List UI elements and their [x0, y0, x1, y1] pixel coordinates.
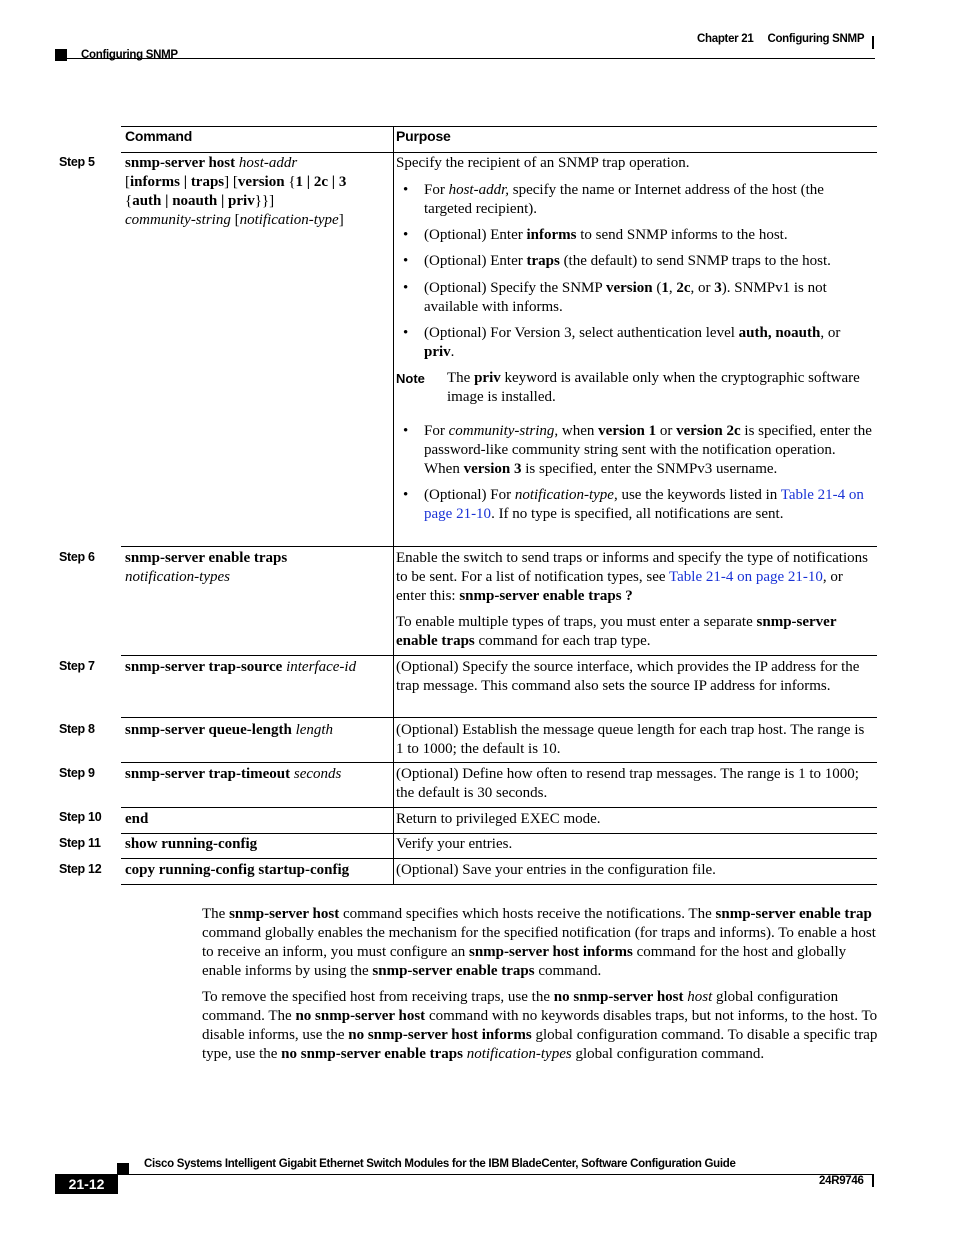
table-reference-link[interactable]: Table 21-4 on page 21-10 — [424, 487, 864, 522]
purpose-text: (Optional) Save your entries in the configuration file. — [396, 862, 716, 878]
table-reference-link[interactable]: Table 21-4 on page 21-10 — [669, 569, 823, 585]
purpose-text: Specify the recipient of an SNMP trap operation. — [396, 155, 690, 171]
note-text: The priv keyword is available only when the cryptographic software image is installed. — [447, 370, 860, 405]
footer-rule — [117, 1174, 874, 1175]
table-bottom-rule — [121, 884, 877, 885]
command-cell: snmp-server trap-source interface-id — [125, 659, 357, 675]
purpose-text: (Optional) Specify the source interface, which provides the IP address for the trap message. This command also sets the source IP address for informs. — [396, 659, 860, 694]
command-cell: snmp-server queue-length length — [125, 722, 334, 738]
command-line: notification-types — [125, 569, 230, 585]
command-cell: snmp-server trap-timeout seconds — [125, 766, 342, 782]
footer-tick — [872, 1175, 874, 1187]
step-label: Step 11 — [59, 836, 101, 850]
bullet-icon: • — [403, 487, 409, 503]
bullet-icon: • — [403, 325, 409, 341]
purpose-text: Verify your entries. — [396, 836, 513, 852]
bullet-icon: • — [403, 423, 409, 439]
purpose-text: Return to privileged EXEC mode. — [396, 811, 601, 827]
command-cell: copy running-config startup-config — [125, 862, 350, 878]
table-row-rule — [121, 717, 877, 718]
bullet-icon: • — [403, 182, 409, 198]
command-line: {auth | noauth | priv}}] — [125, 193, 275, 209]
command-line: [informs | traps] [version {1 | 2c | 3 — [125, 174, 347, 190]
command-cell: show running-config — [125, 836, 258, 852]
bullet-icon: • — [403, 280, 409, 296]
command-line: snmp-server host host-addr — [125, 155, 298, 171]
purpose-text: To enable multiple types of traps, you must enter a separate snmp-server enable traps command for each trap type. — [396, 614, 837, 649]
command-line: community-string [notification-type] — [125, 212, 344, 228]
bullet-icon: • — [403, 227, 409, 243]
chapter-title: Configuring SNMP — [767, 33, 865, 45]
table-header-rule — [121, 152, 877, 153]
footer-doc-number: 24R9746 — [819, 1175, 864, 1187]
page-number: 21-12 — [55, 1174, 118, 1194]
body-paragraph: The snmp-server host command specifies which hosts receive the notifications. The snmp-server enable trap command globally enables the mechanism for the specified notification (for traps and informs). To enable a host to receive an inform, you must configure an snmp-server host informs command for the host and globally enable informs by using the snmp-server enable traps command. — [202, 906, 876, 979]
bullet-text: (Optional) Enter informs to send SNMP informs to the host. — [424, 227, 788, 243]
step-label: Step 9 — [59, 766, 95, 780]
bullet-text: (Optional) Enter traps (the default) to send SNMP traps to the host. — [424, 253, 831, 269]
purpose-text: (Optional) Establish the message queue length for each trap host. The range is 1 to 1000; the default is 10. — [396, 722, 865, 757]
header-square — [55, 49, 67, 61]
bullet-icon: • — [403, 253, 409, 269]
running-header-chapter — [697, 33, 864, 45]
table-row-rule — [121, 762, 877, 763]
command-cell — [125, 154, 387, 230]
command-cell: end — [125, 811, 149, 827]
step-label: Step 6 — [59, 550, 95, 564]
header-tick — [872, 36, 874, 49]
step-label: Step 10 — [59, 810, 102, 824]
bullet-text: (Optional) Specify the SNMP version (1, 2c, or 3). SNMPv1 is not available with informs. — [424, 280, 827, 315]
body-paragraph: To remove the specified host from receiving traps, use the no snmp-server host host global configuration command. The no snmp-server host command with no keywords disables traps, but not informs, to the host. To disable informs, use the no snmp-server host informs global configuration command. To disable a specific trap type, use the no snmp-server enable traps notification-types global configuration command. — [202, 989, 878, 1062]
column-header-command: Command — [125, 128, 193, 144]
bullet-text: (Optional) For notification-type, use the keywords listed in Table 21-4 on page 21-10. If no type is specified, all notifications are sent. — [424, 487, 864, 522]
table-row-rule — [121, 833, 877, 834]
bullet-text: For host-addr, specify the name or Internet address of the host (the targeted recipient). — [424, 182, 824, 217]
note-label: Note — [396, 371, 425, 386]
bullet-text: (Optional) For Version 3, select authentication level auth, noauth, or priv. — [424, 325, 841, 360]
step-label: Step 12 — [59, 862, 102, 876]
command-line: snmp-server enable traps — [125, 550, 288, 566]
bullet-text: For community-string, when version 1 or version 2c is specified, enter the password-like community string sent with the notification operation. When version 3 is specified, enter the SNMPv3 username. — [424, 423, 872, 477]
step-label: Step 7 — [59, 659, 95, 673]
table-row-rule — [121, 807, 877, 808]
purpose-text: (Optional) Define how often to resend trap messages. The range is 1 to 1000; the default is 30 seconds. — [396, 766, 859, 801]
chapter-label: Chapter 21 — [697, 33, 754, 45]
purpose-text: Enable the switch to send traps or informs and specify the type of notifications to be sent. For a list of notification types, see Table 21-4 on page 21-10, or enter this: snmp-server enable traps ? — [396, 550, 868, 604]
header-rule — [67, 58, 875, 59]
table-row-rule — [121, 858, 877, 859]
command-cell — [125, 549, 387, 587]
table-top-rule — [121, 126, 877, 127]
table-row-rule — [121, 655, 877, 656]
table-column-divider — [393, 126, 394, 885]
step-label: Step 8 — [59, 722, 95, 736]
column-header-purpose: Purpose — [396, 128, 451, 144]
footer-book-title: Cisco Systems Intelligent Gigabit Ethernet Switch Modules for the IBM BladeCenter, Software Configuration Guide — [144, 1158, 736, 1170]
step-label: Step 5 — [59, 155, 95, 169]
running-header-section: Configuring SNMP — [81, 49, 178, 61]
table-row-rule — [121, 546, 877, 547]
